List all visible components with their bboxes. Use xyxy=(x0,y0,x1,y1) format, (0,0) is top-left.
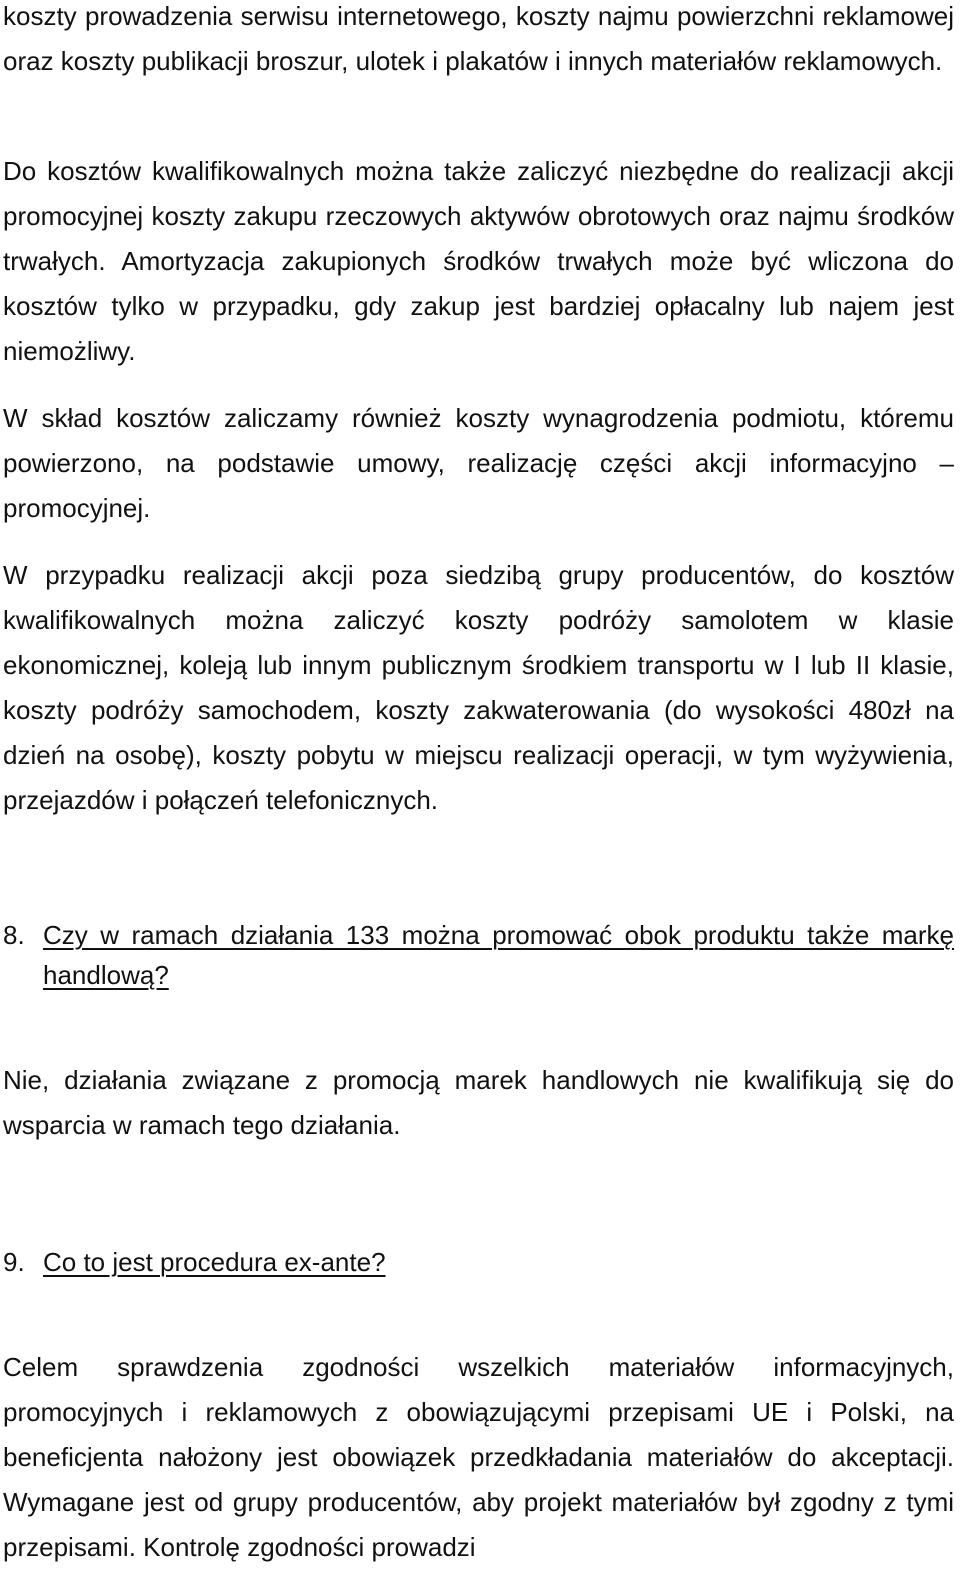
paragraph-eligible-costs: Do kosztów kwalifikowalnych można także zaliczyć niezbędne do realizacji akcji promocyjnej koszty zakupu rzeczowych aktywów obrotowych oraz najmu środków trwałych. Amortyzacja zakupionych środków trwałych może być wliczona do kosztów tylko w przypadku, gdy zakup jest bardziej opłacalny lub najem jest niemożliwy. xyxy=(3,156,954,366)
answer-8: Nie, działania związane z promocją marek handlowych nie kwalifikują się do wsparcia w ramach tego działania. xyxy=(3,1065,954,1140)
question-8-number: 8. xyxy=(3,920,25,950)
question-8 xyxy=(3,915,954,995)
question-9 xyxy=(3,1242,954,1282)
answer-9: Celem sprawdzenia zgodności wszelkich materiałów informacyjnych, promocyjnych i reklamowych z obowiązującymi przepisami UE i Polski, na beneficjenta nałożony jest obowiązek przedkładania materiałów do akceptacji. Wymagane jest od grupy producentów, aby projekt materiałów był zgodny z tymi przepisami. Kontrolę zgodności prowadzi xyxy=(3,1352,954,1562)
question-9-number: 9. xyxy=(3,1247,25,1277)
paragraph-remuneration: W skład kosztów zaliczamy również koszty wynagrodzenia podmiotu, któremu powierzono, na podstawie umowy, realizację części akcji informacyjno – promocyjnej. xyxy=(3,403,954,523)
paragraph-advertising-costs: koszty prowadzenia serwisu internetowego, koszty najmu powierzchni reklamowej oraz koszty publikacji broszur, ulotek i plakatów i innych materiałów reklamowych. xyxy=(3,1,954,76)
paragraph-travel-costs: W przypadku realizacji akcji poza siedzibą grupy producentów, do kosztów kwalifikowalnych można zaliczyć koszty podróży samolotem w klasie ekonomicznej, koleją lub innym publicznym środkiem transportu w I lub II klasie, koszty podróży samochodem, koszty zakwaterowania (do wysokości 480zł na dzień na osobę), koszty pobytu w miejscu realizacji operacji, w tym wyżywienia, przejazdów i połączeń telefonicznych. xyxy=(3,560,954,815)
question-8-text: Czy w ramach działania 133 można promować obok produktu także markę handlową? xyxy=(43,920,954,990)
question-9-text: Co to jest procedura ex-ante? xyxy=(43,1247,386,1277)
